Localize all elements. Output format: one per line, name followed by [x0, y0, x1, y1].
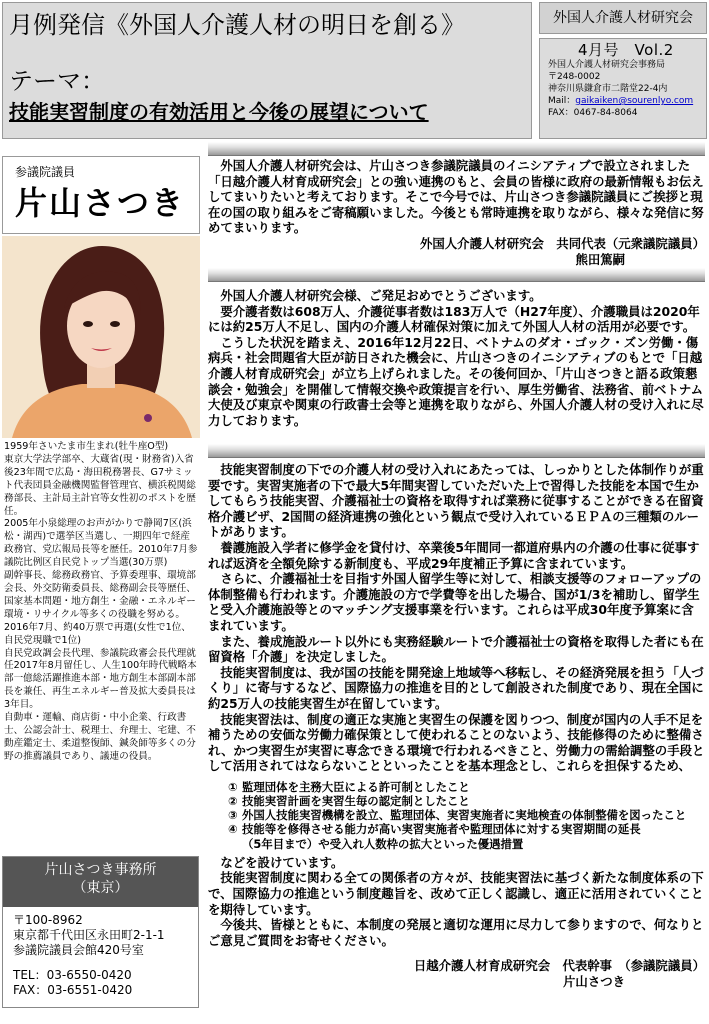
office-fax: FAX：03-6551-0420	[13, 983, 133, 997]
measures-list	[208, 780, 705, 851]
list-item: （5年目まで）や受入れ人数枠の拡大といった優遇措置	[242, 836, 524, 851]
portrait-illustration	[2, 236, 200, 438]
profile-role: 参議院議員	[15, 165, 76, 179]
office-title	[3, 857, 198, 907]
profile-header	[2, 156, 200, 234]
paragraph: 技能実習制度の下での介護人材の受け入れにあたっては、しっかりとした体制作りが重要です。実習実施者の下で最大5年間実習していただいた上で習得した技能を本国で生かしてもらう技能実習、介護福祉士の資格を取得すれば業務に従事することができる在留資格介護ビザ、2国間の経済連携の強化という観点で受け入れているＥＰＡの三種類のルートがあります。	[208, 462, 704, 540]
theme-title: 技能実習制度の有効活用と今後の展望について	[9, 100, 429, 124]
mail-label: Mail：	[548, 96, 576, 106]
paragraph: 技能実習法は、制度の適正な実施と実習生の保護を図りつつ、制度が国内の人手不足を補うための安価な労働力確保策として使われることのないよう、技能修得のために整備され、かつ実習生が実習に専念できる環境で行われるべきこと、労働力の需給調整の手段として活用されてはならないことといったことを基本理念とし、これらを担保するため、	[208, 711, 705, 774]
theme-label: テーマ：	[9, 67, 105, 95]
office-details	[3, 907, 198, 998]
office-contact-box	[2, 856, 199, 1008]
paragraph: 外国人介護人材研究会様、ご発足おめでとうございます。	[220, 288, 542, 303]
paragraph: 養護施設入学者に修学金を貸付け、卒業後5年間同一都道府県内の介護の仕事に従事すれば返済を全額免除する新制度も、平成29年度補正予算に含まれています。	[208, 539, 700, 571]
closing-signature-title: 日越介護人材育成研究会 代表幹事 （参議院議員）	[413, 958, 705, 974]
intro-signature-title: 外国人介護人材研究会 共同代表（元衆議院議員）	[420, 235, 705, 251]
section-divider	[208, 268, 705, 282]
intro-paragraph: 外国人介護人材研究会は、片山さつき参議院議員のイニシアティブで設立されました「日越介護人材育成研究会」との強い連携のもと、会員の皆様に政府の最新情報もお伝えしてまいりたいと考えております。そこで今号では、片山さつき参議院議員にご挨拶と現在の国の取り組みをご寄稿願いました。今後とも常時連携を取りながら、様々な発信に努めてまいります。	[208, 158, 704, 236]
main-article	[208, 462, 705, 990]
issue-info-box	[539, 38, 707, 139]
paragraph: さらに、介護福祉士を目指す外国人留学生等に対して、相談支援等のフォローアップの体制整備も行われます。介護施設の方で学費等を出した場合、国が1/3を補助し、留学生と受入介護施設等とのマッチング支援事業を行います。これらは平成30年度予算案に含まれています。	[208, 571, 702, 633]
list-item: ② 技能実習計画を実習生毎の認定制としたこと	[228, 794, 470, 809]
profile-name: 片山さつき	[15, 184, 186, 222]
office-tel: TEL：03-6550-0420	[13, 968, 132, 982]
fax: FAX：0467-84-8064	[548, 108, 638, 118]
paragraph: 技能実習制度に関わる全ての関係者の方々が、技能実習法に基づく新たな制度体系の下で、国際協力の推進という制度趣旨を、改めて正しく認識し、適正に活用されていくことを期待しています。	[208, 870, 704, 917]
profile-biography: 1959年さいたま市生まれ(牡牛座O型) 東京大学法学部卒、大蔵省(現・財務省)入省後23年間で広島・海田税務署長、G7サミット代表団員金融機関監督管理官、横浜税関総務部長、主計局主計官等女性初のポストを歴任。 2005年小泉総理のお声がかりで静岡7区(浜松・湖西)で選挙区当選し、一期四年で経産政務官、党広報局長等を歴任。2010年7月参議院比例区自民党トップ当選(30万票) 副幹事長、総務政務官、予算委理事、環境部会長、外交防衛委員長、総務副会長等歴任、国家基本問題・地方創生・金融・エネルギー環境・リサイクル等多くの役職を努める。 2016年7月、約40万票で再選(女性で1位、自民党現職で1位) 自民党政調会長代理、参議院政審会長代理就任2017年8月留任し、人生100年時代戦略本部一億総活躍推進本部・地方創生本部副本部長を兼任、再生エネルギー普及拡大委員長は3年目。 自動車・運輸、商店街・中小企業、行政書士、公認会計士、税理士、弁理士、宅建、不動産鑑定士、柔道整復師、鍼灸師等多くの分野の推薦議員であり、議連の役員。	[4, 441, 198, 762]
paragraph: などを設けています。	[220, 854, 344, 870]
address: 神奈川県鎌倉市二階堂22-4内	[548, 84, 668, 94]
paragraph: 技能実習制度は、我が国の技能を開発途上地域等へ移転し、その経済発展を担う「人づくり」に寄与するなど、国際協力の推進を目的として創設された制度であり、現在全国に約25万人の技能実習生が在留しています。	[208, 664, 704, 711]
office-title-line1: 片山さつき事務所	[44, 862, 157, 878]
paragraph: 要介護者数は608万人、介護従事者数は183万人で（H27年度）、介護職員は2020年には約25万人不足し、国内の介護人材確保対策に加えて外国人人材の活用が必要です。	[208, 303, 700, 335]
postal-code: 〒248-0002	[548, 72, 601, 82]
masthead	[2, 2, 532, 139]
office-name: 外国人介護人材研究会事務局	[548, 60, 666, 70]
newsletter-title: 月例発信《外国人介護人材の明日を創る》	[9, 11, 465, 39]
email-link[interactable]: gaikaiken@sourenlyo.com	[575, 96, 694, 106]
office-address2: 参議院議員会館420号室	[13, 943, 144, 957]
section-divider	[208, 142, 705, 156]
office-postal: 〒100-8962	[13, 913, 83, 927]
office-address1: 東京都千代田区永田町2-1-1	[13, 928, 165, 942]
email-line	[548, 95, 702, 107]
section-divider	[208, 444, 705, 458]
intro-section	[208, 158, 705, 267]
intro-signature-name: 熊田篤嗣	[575, 251, 625, 267]
paragraph: 今後共、皆様とともに、本制度の発展と適切な運用に尽力して参りますので、何なりとご意見ご質問をお寄せください。	[208, 917, 704, 948]
office-title-line2: （東京）	[72, 880, 129, 896]
list-item: ④ 技能等を修得させる能力が高い実習実施者や監理団体に対する実習期間の延長	[228, 822, 641, 837]
paragraph: また、養成施設ルート以外にも実務経験ルートで介護福祉士の資格を取得した者にも在留資格「介護」を決定しました。	[208, 633, 704, 665]
portrait-photo	[2, 236, 200, 438]
issue-number: 4月号 Vol.2	[578, 41, 674, 59]
list-item: ③ 外国人技能実習機構を設立、監理団体、実習実施者に実地検査の体制整備を図ったこと	[228, 808, 687, 823]
greeting-section	[208, 288, 705, 428]
list-item: ① 監理団体を主務大臣による許可制としたこと	[228, 779, 470, 794]
closing-signature-name: 片山さつき	[563, 974, 625, 990]
paragraph: こうした状況を踏まえ、2016年12月22日、ベトナムのダオ・ゴック・ズン労働・傷病兵・社会問題省大臣が訪日された機会に、片山さつきのイニシアティブのもとで「日越介護人材育成研究会」が立ち上げられました。その後何回か、「片山さつきと語る政策懇談会・勉強会」を開催して情報交換や政策提言を行い、厚生労働省、法務省、前ベトナム大使及び東京や関東の行政書士会等と連携を取りながら、外国人介護人材の受け入れに尽力しております。	[208, 334, 704, 428]
org-name-box: 外国人介護人材研究会	[539, 2, 707, 34]
